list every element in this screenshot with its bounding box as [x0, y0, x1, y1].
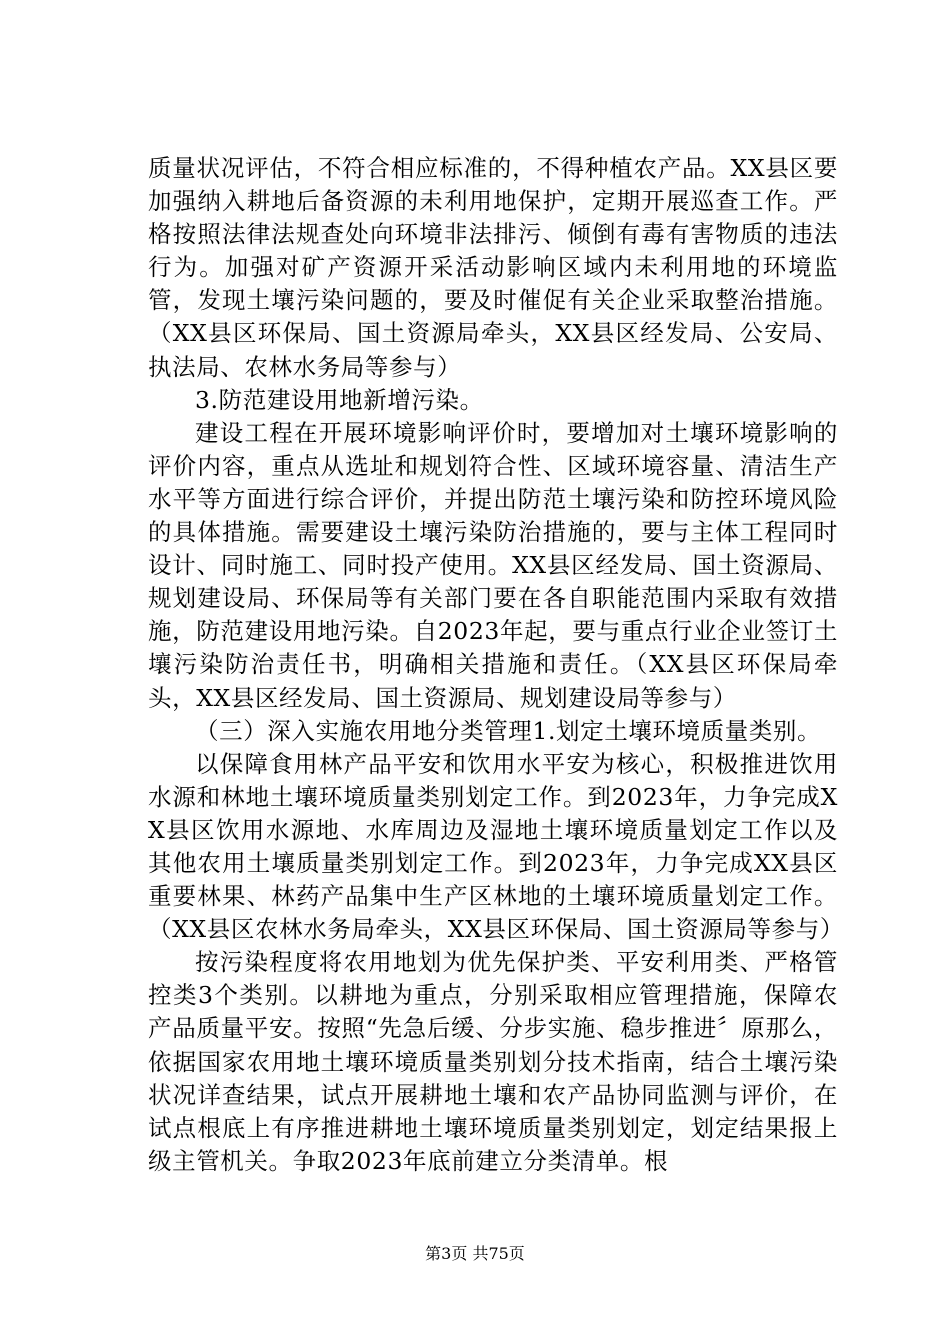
- section-heading-farmland: （三）深入实施农用地分类管理1.划定土壤环境质量类别。: [195, 716, 822, 745]
- document-body: [148, 152, 844, 1178]
- page-number-footer: 第3页 共75页: [425, 1244, 525, 1263]
- paragraph-soil-quality-classification: 以保障食用林产品平安和饮用水平安为核心，积极推进饮用水源和林地土壤环境质量类别划定工作。到2023年，力争完成XX县区饮用水源地、水库周边及湿地土壤环境质量划定工作以及其他农用土壤质量类别划定工作。到2023年，力争完成XX县区重要林果、林药产品集中生产区林地的土壤环境质量划定工作。（XX县区农林水务局牵头，XX县区环保局、国土资源局等参与）: [148, 749, 844, 944]
- paragraph-construction-projects: 建设工程在开展环境影响评价时，要增加对土壤环境影响的评价内容，重点从选址和规划符合性、区域环境容量、清洁生产水平等方面进行综合评价，并提出防范土壤污染和防控环境风险的具体措施。需要建设土壤污染防治措施的，要与主体工程同时设计、同时施工、同时投产使用。XX县区经发局、国土资源局、规划建设局、环保局等有关部门要在各自职能范围内采取有效措施，防范建设用地污染。自2023年起，要与重点行业企业签订土壤污染防治责任书，明确相关措施和责任。（XX县区环保局牵头，XX县区经发局、国土资源局、规划建设局等参与）: [148, 418, 838, 712]
- paragraph-continuation: 质量状况评估，不符合相应标准的，不得种植农产品。XX县区要加强纳入耕地后备资源的未利用地保护，定期开展巡查工作。严格按照法律法规查处向环境非法排污、倾倒有毒有害物质的违法行为。加强对矿产资源开采活动影响区域内未利用地的环境监管，发现土壤污染问题的，要及时催促有关企业采取整治措施。（XX县区环保局、国土资源局牵头，XX县区经发局、公安局、执法局、农林水务局等参与）: [148, 154, 838, 381]
- paragraph-pollution-levels: 按污染程度将农用地划为优先保护类、平安利用类、严格管控类3个类别。以耕地为重点，分别采取相应管理措施，保障农产品质量平安。按照“先急后缓、分步实施、稳步推进〞原那么，依据国家农用地土壤环境质量类别划分技术指南，结合土壤污染状况详查结果，试点开展耕地土壤和农产品协同监测与评价，在试点根底上有序推进耕地土壤环境质量类别划定，划定结果报上级主管机关。争取2023年底前建立分类清单。根: [148, 948, 838, 1175]
- subheading-construction-land: 3.防范建设用地新增污染。: [195, 385, 484, 414]
